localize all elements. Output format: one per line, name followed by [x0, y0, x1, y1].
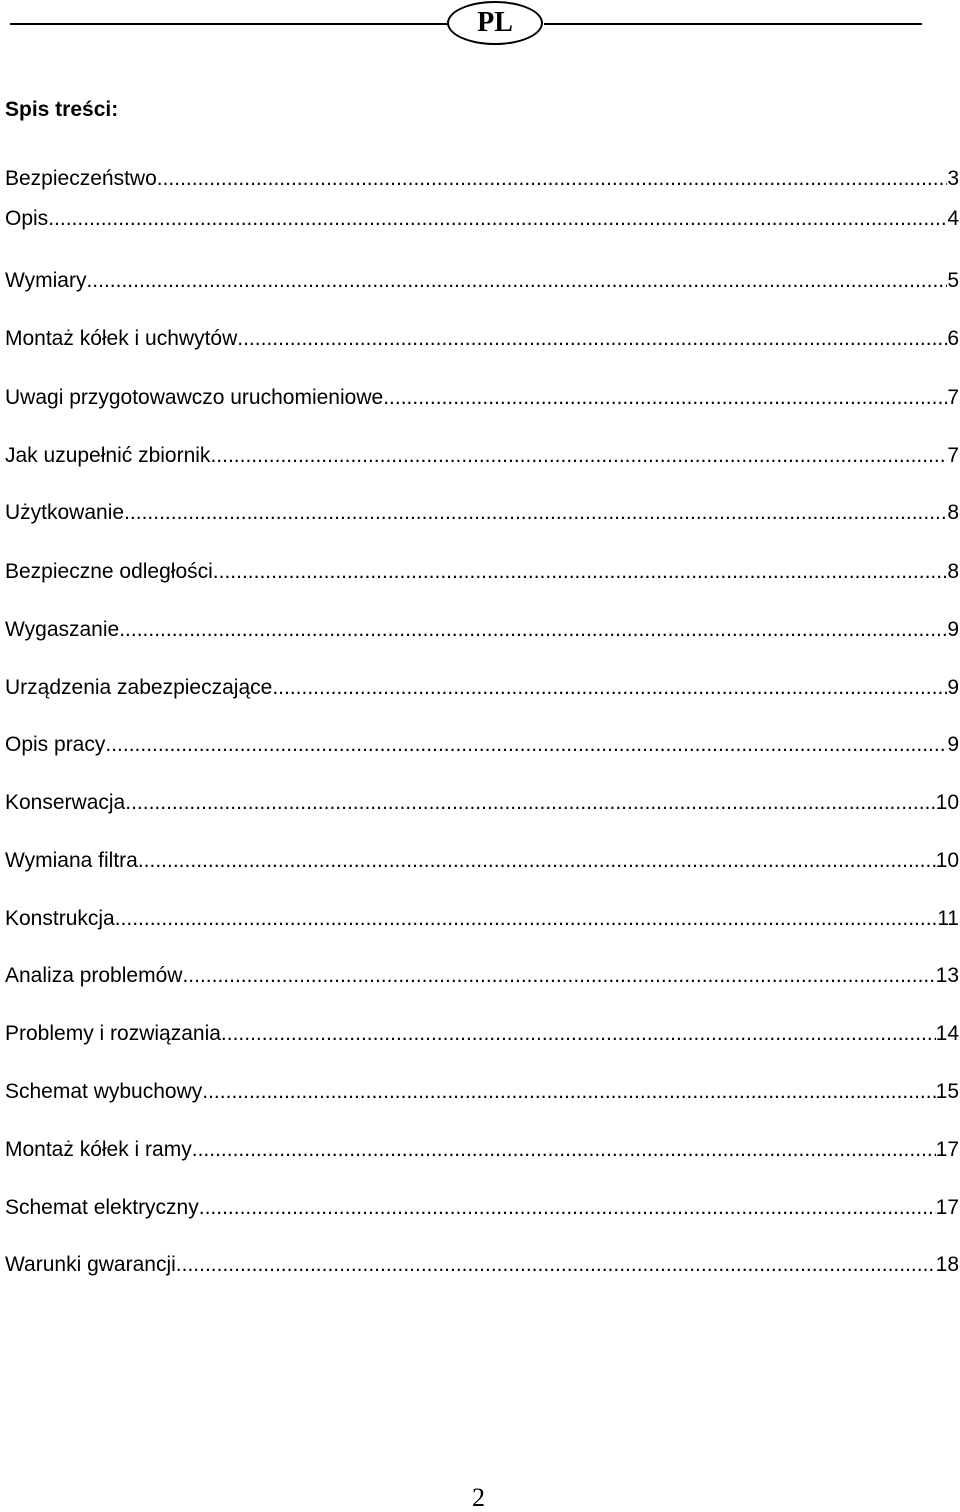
- toc-entry-page: 4: [947, 207, 959, 230]
- toc-entry-page: 8: [947, 560, 959, 583]
- toc-entry-label: Bezpieczne odległości: [5, 560, 213, 583]
- toc-entry[interactable]: [5, 790, 959, 816]
- toc-entry-label: Wymiary: [5, 269, 87, 292]
- toc-leader-dots: [383, 385, 947, 411]
- toc-entry[interactable]: [5, 206, 959, 232]
- toc-entry-label: Schemat wybuchowy: [5, 1080, 203, 1103]
- toc-entry-page: 9: [947, 676, 959, 699]
- toc-entry[interactable]: [5, 500, 959, 526]
- toc-entry-page: 9: [947, 618, 959, 641]
- toc-leader-dots: [86, 268, 947, 294]
- toc-entry-label: Konstrukcja: [5, 907, 115, 930]
- toc-leader-dots: [210, 443, 947, 469]
- toc-entry-page: 8: [947, 501, 959, 524]
- toc-entry-page: 11: [937, 907, 959, 930]
- toc-leader-dots: [115, 906, 937, 932]
- toc-entry[interactable]: [5, 848, 959, 874]
- language-badge: PL: [447, 1, 543, 45]
- toc-leader-dots: [176, 1252, 936, 1278]
- toc-entry[interactable]: [5, 1021, 959, 1047]
- toc-entry[interactable]: [5, 268, 959, 294]
- toc-entry-label: Montaż kółek i uchwytów: [5, 327, 238, 350]
- toc-leader-dots: [124, 500, 947, 526]
- toc-entry[interactable]: [5, 559, 959, 585]
- toc-leader-dots: [272, 675, 947, 701]
- toc-entry[interactable]: [5, 906, 959, 932]
- toc-entry-label: Wymiana filtra: [5, 849, 138, 872]
- toc-entry[interactable]: [5, 1137, 959, 1163]
- toc-entry-page: 7: [947, 444, 959, 467]
- toc-entry-label: Warunki gwarancji: [5, 1253, 176, 1276]
- toc-entry-label: Problemy i rozwiązania: [5, 1022, 221, 1045]
- toc-entry-page: 3: [947, 167, 959, 190]
- toc-entry-label: Bezpieczeństwo: [5, 167, 157, 190]
- toc-entry-page: 18: [935, 1253, 959, 1276]
- header-rule-right: [544, 23, 922, 25]
- toc-entry[interactable]: [5, 963, 959, 989]
- toc-title: Spis treści:: [5, 98, 119, 121]
- toc-entry-label: Montaż kółek i ramy: [5, 1138, 192, 1161]
- toc-entry-label: Uwagi przygotowawczo uruchomieniowe: [5, 386, 384, 409]
- toc-entry-page: 14: [935, 1022, 959, 1045]
- toc-entry[interactable]: [5, 675, 959, 701]
- toc-leader-dots: [221, 1021, 936, 1047]
- toc-leader-dots: [138, 848, 936, 874]
- toc-entry[interactable]: [5, 1195, 959, 1221]
- toc-entry-page: 15: [935, 1080, 959, 1103]
- toc-entry-page: 9: [947, 733, 959, 756]
- toc-entry-label: Schemat elektryczny: [5, 1196, 199, 1219]
- toc-entry-label: Urządzenia zabezpieczające: [5, 676, 273, 699]
- toc-leader-dots: [202, 1079, 935, 1105]
- toc-entry-label: Użytkowanie: [5, 501, 125, 524]
- toc-entry-label: Konserwacja: [5, 791, 126, 814]
- toc-entry[interactable]: [5, 1079, 959, 1105]
- toc-leader-dots: [192, 1137, 936, 1163]
- toc-entry-page: 5: [947, 269, 959, 292]
- toc-leader-dots: [199, 1195, 936, 1221]
- toc-entry-page: 17: [935, 1196, 959, 1219]
- toc-entry[interactable]: [5, 166, 959, 192]
- page-number: 2: [472, 1483, 485, 1512]
- toc-entry-label: Opis: [5, 207, 49, 230]
- toc-leader-dots: [213, 559, 948, 585]
- toc-entry[interactable]: [5, 732, 959, 758]
- toc-entry[interactable]: [5, 326, 959, 352]
- toc-entry-label: Analiza problemów: [5, 964, 183, 987]
- toc-leader-dots: [105, 732, 947, 758]
- toc-leader-dots: [157, 166, 948, 192]
- toc-leader-dots: [182, 963, 935, 989]
- toc-leader-dots: [48, 206, 947, 232]
- toc-entry[interactable]: [5, 617, 959, 643]
- toc-entry[interactable]: [5, 443, 959, 469]
- toc-leader-dots: [125, 790, 935, 816]
- toc-entry-page: 10: [935, 849, 959, 872]
- toc-entry[interactable]: [5, 385, 959, 411]
- toc-entry-page: 7: [947, 386, 959, 409]
- toc-entry[interactable]: [5, 1252, 959, 1278]
- toc-entry-page: 6: [947, 327, 959, 350]
- toc-entry-label: Opis pracy: [5, 733, 106, 756]
- toc-entry-label: Wygaszanie: [5, 618, 120, 641]
- toc-entry-label: Jak uzupełnić zbiornik: [5, 444, 211, 467]
- toc-entry-page: 17: [935, 1138, 959, 1161]
- toc-entry-page: 10: [935, 791, 959, 814]
- toc-entry-page: 13: [935, 964, 959, 987]
- header-rule-left: [10, 23, 450, 25]
- toc-leader-dots: [237, 326, 947, 352]
- toc-leader-dots: [119, 617, 947, 643]
